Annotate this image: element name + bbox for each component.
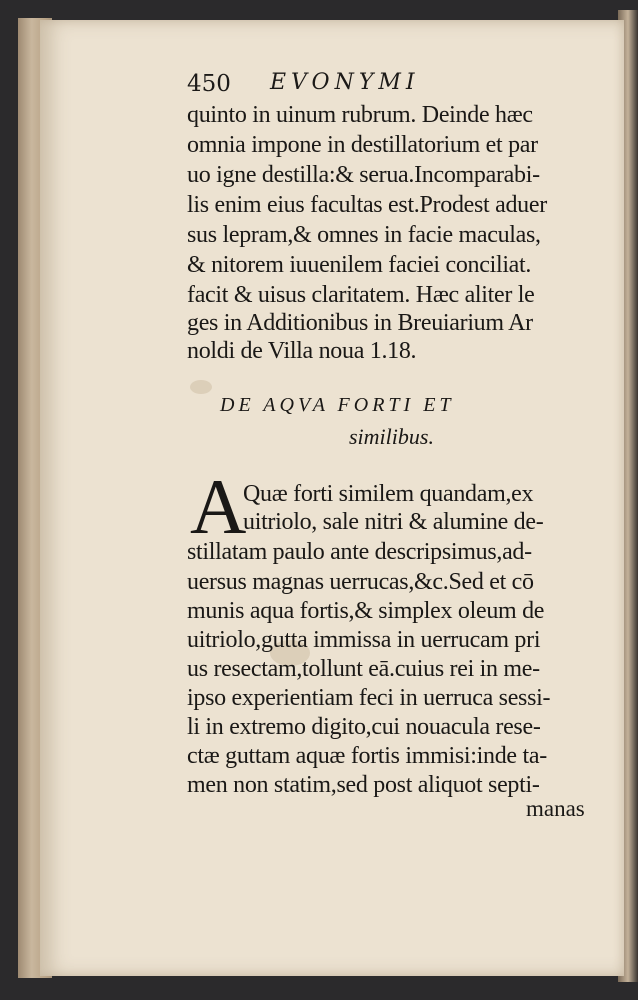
- text-line: men non statim,sed post aliquot septi-: [187, 772, 540, 798]
- text-line: li in extremo digito,cui nouacula rese-: [187, 714, 541, 740]
- page-number: 450: [187, 71, 231, 97]
- text-line: uo igne destilla:& serua.Incomparabi-: [187, 162, 540, 188]
- text-line: uitriolo, sale nitri & alumine de-: [243, 509, 544, 535]
- text-line: ges in Additionibus in Breuiarium Ar: [187, 310, 533, 336]
- text-line: Quæ forti similem quandam,ex: [243, 481, 534, 507]
- text-line: sus lepram,& omnes in facie maculas,: [187, 222, 541, 248]
- text-line: lis enim eius facultas est.Prodest aduer: [187, 192, 547, 218]
- text-line: omnia impone in destillatorium et par: [187, 132, 538, 158]
- paper-stain: [190, 380, 212, 394]
- text-line: facit & uisus claritatem. Hæc aliter le: [187, 282, 535, 308]
- text-line: munis aqua fortis,& simplex oleum de: [187, 598, 545, 624]
- text-line: ctæ guttam aquæ fortis immisi:inde ta-: [187, 743, 547, 769]
- text-line: uitriolo,gutta immissa in uerrucam pri: [187, 627, 541, 653]
- text-line: noldi de Villa noua 1.18.: [187, 338, 417, 364]
- text-line: stillatam paulo ante descripsimus,ad-: [187, 539, 532, 565]
- text-line: quinto in uinum rubrum. Deinde hæc: [187, 102, 533, 128]
- text-line: & nitorem iuuenilem faciei conciliat.: [187, 252, 532, 278]
- text-line: ipso experientiam feci in uerruca sessi-: [187, 685, 551, 711]
- running-head: EVONYMI: [270, 70, 420, 95]
- catchword: manas: [526, 796, 585, 821]
- text-line: us resectam,tollunt eā.cuius rei in me-: [187, 656, 540, 682]
- text-line: uersus magnas uerrucas,&c.Sed et cō: [187, 569, 534, 595]
- section-subtitle: similibus.: [349, 424, 434, 449]
- drop-initial: A: [190, 463, 247, 550]
- section-title: DE AQVA FORTI ET: [220, 394, 455, 416]
